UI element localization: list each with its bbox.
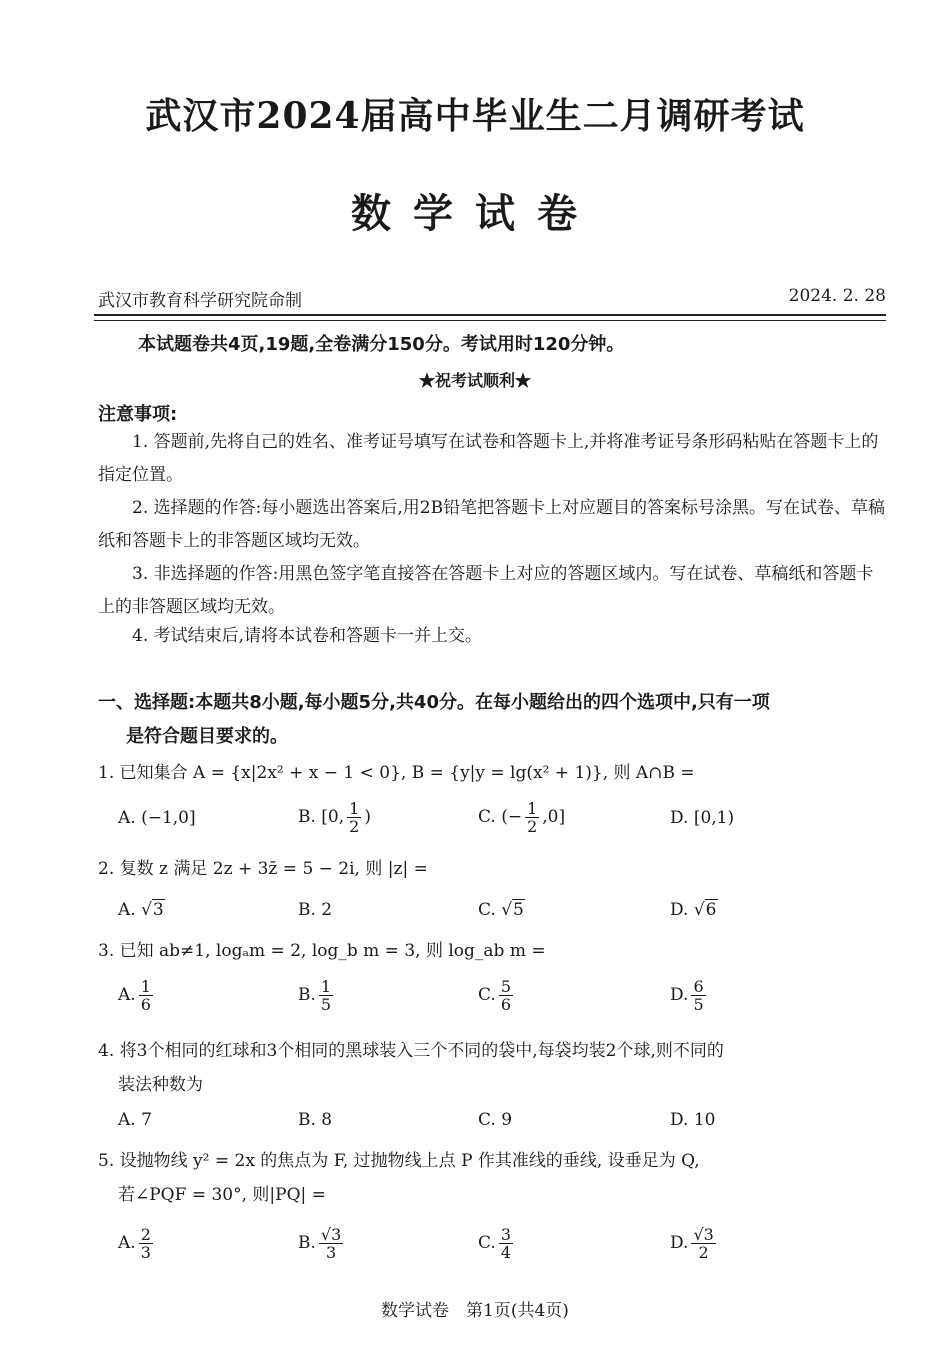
- good-luck-banner: ★祝考试顺利★: [418, 371, 531, 390]
- note-item: 2. 选择题的作答:每小题选出答案后,用2B铅笔把答题卡上对应题目的答案标号涂黑。写在试卷、草稿纸和答题卡上的非答题区域均无效。: [98, 498, 886, 551]
- page-footer: 数学试卷 第1页(共4页): [381, 1301, 569, 1321]
- q5-option-b: B. $\frac{√3}{3}$: [298, 1225, 342, 1262]
- section-heading: 一、选择题:本题共8小题,每小题5分,共40分。在每小题给出的四个选项中,只有一项 是符合题目要求的。: [98, 692, 770, 747]
- q5-option-c: C. $\frac{3}{4}$: [478, 1225, 511, 1262]
- exam-title: 武汉市2024届高中毕业生二月调研考试: [145, 95, 805, 137]
- note-item: 1. 答题前,先将自己的姓名、准考证号填写在试卷和答题卡上,并将准考证号条形码粘贴在答题卡上的指定位置。: [98, 432, 879, 485]
- question-2-stem: 2. 复数 z 满足 2z + 3z̄ = 5 − 2i, 则 |z| =: [98, 859, 428, 879]
- question-1-stem: 1. 已知集合 A = {x|2x² + x − 1 < 0}, B = {y|y = lg(x² + 1)}, 则 A∩B =: [98, 763, 695, 783]
- notes-title: 注意事项:: [98, 404, 178, 425]
- q2-option-d: D. √6: [670, 900, 717, 920]
- q3-option-a: A. $\frac{1}{6}$: [118, 977, 151, 1014]
- note-item: 4. 考试结束后,请将本试卷和答题卡一并上交。: [132, 626, 483, 646]
- exam-date: 2024. 2. 28: [788, 286, 886, 306]
- header-divider-thin: [94, 320, 886, 321]
- q1-option-d: D. [0,1): [670, 808, 735, 828]
- q3-option-b: B. $\frac{1}{5}$: [298, 977, 332, 1014]
- q4-option-c: C. 9: [478, 1110, 513, 1130]
- note-item: 3. 非选择题的作答:用黑色签字笔直接答在答题卡上对应的答题区域内。写在试卷、草稿纸和答题卡上的非答题区域均无效。: [98, 564, 874, 617]
- q1-option-b: B. [0, $\frac{1}{2}$ ): [298, 799, 371, 836]
- header-divider: [94, 314, 886, 316]
- q2-option-c: C. √5: [478, 900, 524, 920]
- q4-option-b: B. 8: [298, 1110, 333, 1130]
- q3-option-c: C. $\frac{5}{6}$: [478, 977, 511, 1014]
- q2-option-b: B. 2: [298, 900, 333, 920]
- q4-option-a: A. 7: [118, 1110, 152, 1130]
- q2-option-a: A. √3: [118, 900, 164, 920]
- question-5-stem: 5. 设抛物线 y² = 2x 的焦点为 F, 过抛物线上点 P 作其准线的垂线, 设垂足为 Q, 若∠PQF = 30°, 则|PQ| =: [98, 1151, 700, 1205]
- q1-option-a: A. (−1,0]: [118, 808, 196, 828]
- question-4-stem: 4. 将3个相同的红球和3个相同的黑球装入三个不同的袋中,每袋均装2个球,则不同的 装法种数为: [98, 1041, 724, 1095]
- exam-intro: 本试题卷共4页,19题,全卷满分150分。考试用时120分钟。: [138, 334, 625, 355]
- q3-option-d: D. $\frac{6}{5}$: [670, 977, 704, 1014]
- question-3-stem: 3. 已知 ab≠1, logₐm = 2, log_b m = 3, 则 log_ab m =: [98, 941, 546, 961]
- q4-option-d: D. 10: [670, 1110, 716, 1130]
- q5-option-a: A. $\frac{2}{3}$: [118, 1225, 151, 1262]
- q1-option-c: C. (− $\frac{1}{2}$ ,0]: [478, 799, 566, 836]
- q5-option-d: D. $\frac{√3}{2}$: [670, 1225, 714, 1262]
- publisher: 武汉市教育科学研究院命制: [98, 291, 302, 311]
- exam-subject: 数学试卷: [351, 191, 599, 237]
